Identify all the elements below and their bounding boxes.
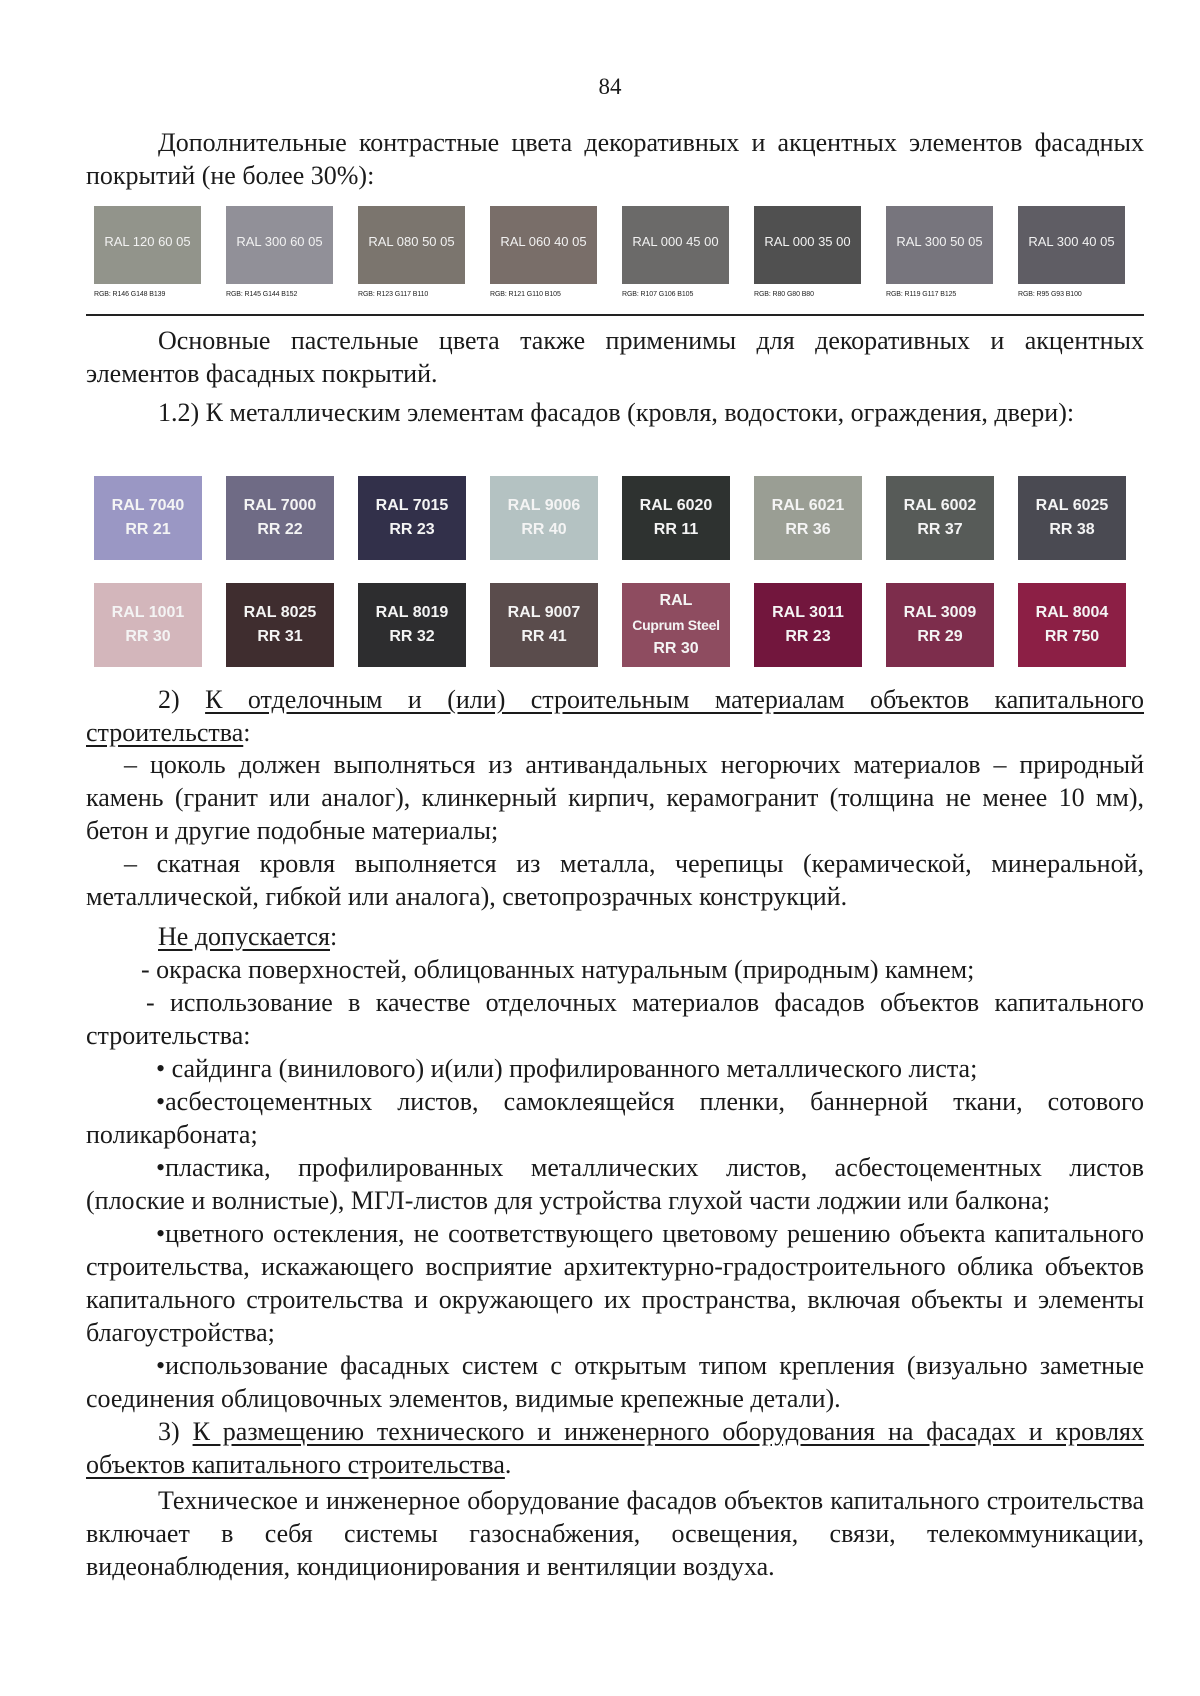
swatch-ral: RAL 9006 (507, 497, 581, 514)
swatch-contrast-5 (622, 206, 729, 284)
swatch-ral: RAL 6021 (771, 497, 845, 514)
swatch-ral: RAL 8019 (375, 604, 449, 621)
swatch-metal-11 (358, 583, 466, 667)
swatch-rgb-label: RGB: R80 G80 B80 (754, 291, 814, 298)
swatch-metal-12 (490, 583, 598, 667)
plinth-requirement: – цоколь должен выполняться из антивандальных негорючих материалов – природный камень (гранит или аналог), клинкерный кирпич, керамогранит (толщина не менее 10 мм), бетон и другие подобные материалы; (86, 750, 1144, 845)
section-3-heading (86, 1415, 1144, 1481)
swatch-rgb-label: RGB: R119 G117 B125 (886, 291, 957, 298)
swatch-rr: RR 23 (785, 628, 831, 645)
swatch-rr: RR 22 (257, 521, 303, 538)
tech-equipment-paragraph: Техническое и инженерное оборудование фасадов объектов капитального строительства включает в себя системы газоснабжения, освещения, связи, телекоммуникации, видеонаблюдения, кондиционирования и вентиляции воздуха. (86, 1486, 1144, 1581)
swatch-rr: RR 21 (125, 521, 171, 538)
section-number: 3) (158, 1417, 180, 1446)
swatch-contrast-4 (490, 206, 597, 284)
swatch-contrast-7 (886, 206, 993, 284)
swatch-rr: RR 31 (257, 628, 303, 645)
swatch-metal-5 (622, 476, 730, 560)
swatch-contrast-2 (226, 206, 333, 284)
bullet-item-2: •асбестоцементных листов, самоклеящейся пленки, баннерной ткани, сотового поликарбоната; (86, 1087, 1144, 1149)
bullet-item-1: • сайдинга (винилового) и(или) профилированного металлического листа; (156, 1054, 978, 1083)
swatch-metal-9 (94, 583, 202, 667)
swatch-contrast-6 (754, 206, 861, 284)
swatch-ral: RAL 8025 (243, 604, 317, 621)
period: . (504, 1450, 512, 1479)
swatch-rr: RR 40 (521, 521, 567, 538)
not-allowed-heading (86, 920, 1144, 953)
swatch-metal-14 (754, 583, 862, 667)
section-title: К отделочным и (или) строительным материалам объектов капитального строительства (86, 685, 1145, 747)
swatch-ral: RAL 1001 (111, 604, 185, 621)
swatch-rr: RR 38 (1049, 521, 1095, 538)
swatch-material: Cuprum Steel (632, 617, 720, 633)
swatch-ral: RAL 3009 (903, 604, 977, 621)
swatch-contrast-3 (358, 206, 465, 284)
swatch-label: RAL 120 60 05 (104, 234, 191, 249)
swatch-metal-1 (94, 476, 202, 560)
bullet-item-5: •использование фасадных систем с открытым типом крепления (визуально заметные соединения облицовочных элементов, видимые крепежные детали). (86, 1351, 1144, 1413)
swatch-ral: RAL 6025 (1035, 497, 1109, 514)
section-2-heading (86, 683, 1144, 749)
bullet-item-3: •пластика, профилированных металлических листов, асбестоцементных листов (плоские и волнистые), МГЛ-листов для устройства глухой части лоджии или балкона; (86, 1153, 1144, 1215)
swatch-label: RAL 300 60 05 (236, 234, 323, 249)
swatch-label: RAL 300 40 05 (1028, 234, 1115, 249)
swatch-rr: RR 32 (389, 628, 435, 645)
swatch-ral: RAL 8004 (1035, 604, 1109, 621)
swatch-rr: RR 11 (653, 521, 699, 538)
swatch-label: RAL 080 50 05 (368, 234, 455, 249)
swatch-rgb-label: RGB: R123 G117 B110 (358, 291, 429, 298)
swatch-metal-3 (358, 476, 466, 560)
swatch-contrast-1 (94, 206, 201, 284)
swatch-ral: RAL 7040 (111, 497, 185, 514)
swatch-rr: RR 23 (389, 521, 435, 538)
swatch-rgb-label: RGB: R146 G148 B139 (94, 291, 166, 298)
swatch-metal-16 (1018, 583, 1126, 667)
roof-requirement: – скатная кровля выполняется из металла, черепицы (керамической, минеральной, металлической, гибкой или аналога), светопрозрачных конструкций. (86, 849, 1144, 911)
swatch-rr: RR 29 (917, 628, 963, 645)
swatch-rr: RR 750 (1044, 628, 1100, 645)
swatch-metal-15 (886, 583, 994, 667)
swatch-rgb-label: RGB: R121 G110 B105 (490, 291, 561, 298)
swatch-ral: RAL 6002 (903, 497, 977, 514)
swatch-metal-13 (622, 583, 730, 667)
swatch-ral: RAL 6020 (639, 497, 713, 514)
swatch-ral: RAL (659, 592, 693, 609)
swatch-rr: RR 41 (521, 628, 567, 645)
swatch-ral: RAL 9007 (507, 604, 581, 621)
swatch-metal-8 (1018, 476, 1126, 560)
not-allowed-item-2: - использование в качестве отделочных материалов фасадов объектов капитального строительства: (86, 988, 1144, 1050)
pastel-note: Основные пастельные цвета также применимы для декоративных и акцентных элементов фасадных покрытий. (86, 326, 1144, 388)
metal-elements-heading: 1.2) К металлическим элементам фасадов (кровля, водостоки, ограждения, двери): (158, 398, 1075, 427)
swatch-metal-2 (226, 476, 334, 560)
swatch-ral: RAL 7000 (243, 497, 317, 514)
swatch-rr: RR 30 (653, 640, 699, 657)
swatch-metal-7 (886, 476, 994, 560)
swatch-rgb-label: RGB: R95 G93 B100 (1018, 291, 1082, 298)
swatch-rgb-label: RGB: R107 G106 B105 (622, 291, 694, 298)
divider-line (86, 314, 1144, 316)
swatch-rgb-label: RGB: R145 G144 B152 (226, 291, 298, 298)
swatch-ral: RAL 7015 (375, 497, 449, 514)
swatch-label: RAL 000 35 00 (764, 234, 851, 249)
contrast-colors-intro: Дополнительные контрастные цвета декоративных и акцентных элементов фасадных покрытий (не более 30%): (86, 128, 1144, 190)
swatch-rr: RR 37 (917, 521, 963, 538)
swatch-ral: RAL 3011 (772, 604, 844, 621)
swatch-rr: RR 36 (785, 521, 831, 538)
colon: : (243, 718, 251, 747)
bullet-item-4: •цветного остекления, не соответствующего цветовому решению объекта капитального строительства, искажающего восприятие архитектурно-градостроительного облика объектов капитального строительства и окружающего их пространства, включая объекты и элементы благоустройства; (86, 1219, 1144, 1347)
swatch-metal-10 (226, 583, 334, 667)
colon: : (330, 922, 338, 951)
swatch-label: RAL 300 50 05 (896, 234, 983, 249)
swatch-metal-6 (754, 476, 862, 560)
page-number: 84 (598, 74, 622, 99)
swatch-rr: RR 30 (125, 628, 171, 645)
section-title: К размещению технического и инженерного оборудования на фасадах и кровлях объектов капитального строительства (86, 1417, 1145, 1479)
not-allowed-title: Не допускается (158, 922, 330, 951)
swatch-contrast-8 (1018, 206, 1125, 284)
swatch-metal-4 (490, 476, 598, 560)
not-allowed-item-1: - окраска поверхностей, облицованных натуральным (природным) камнем; (141, 955, 975, 984)
swatch-label: RAL 000 45 00 (632, 234, 719, 249)
swatch-label: RAL 060 40 05 (500, 234, 587, 249)
section-number: 2) (158, 685, 180, 714)
